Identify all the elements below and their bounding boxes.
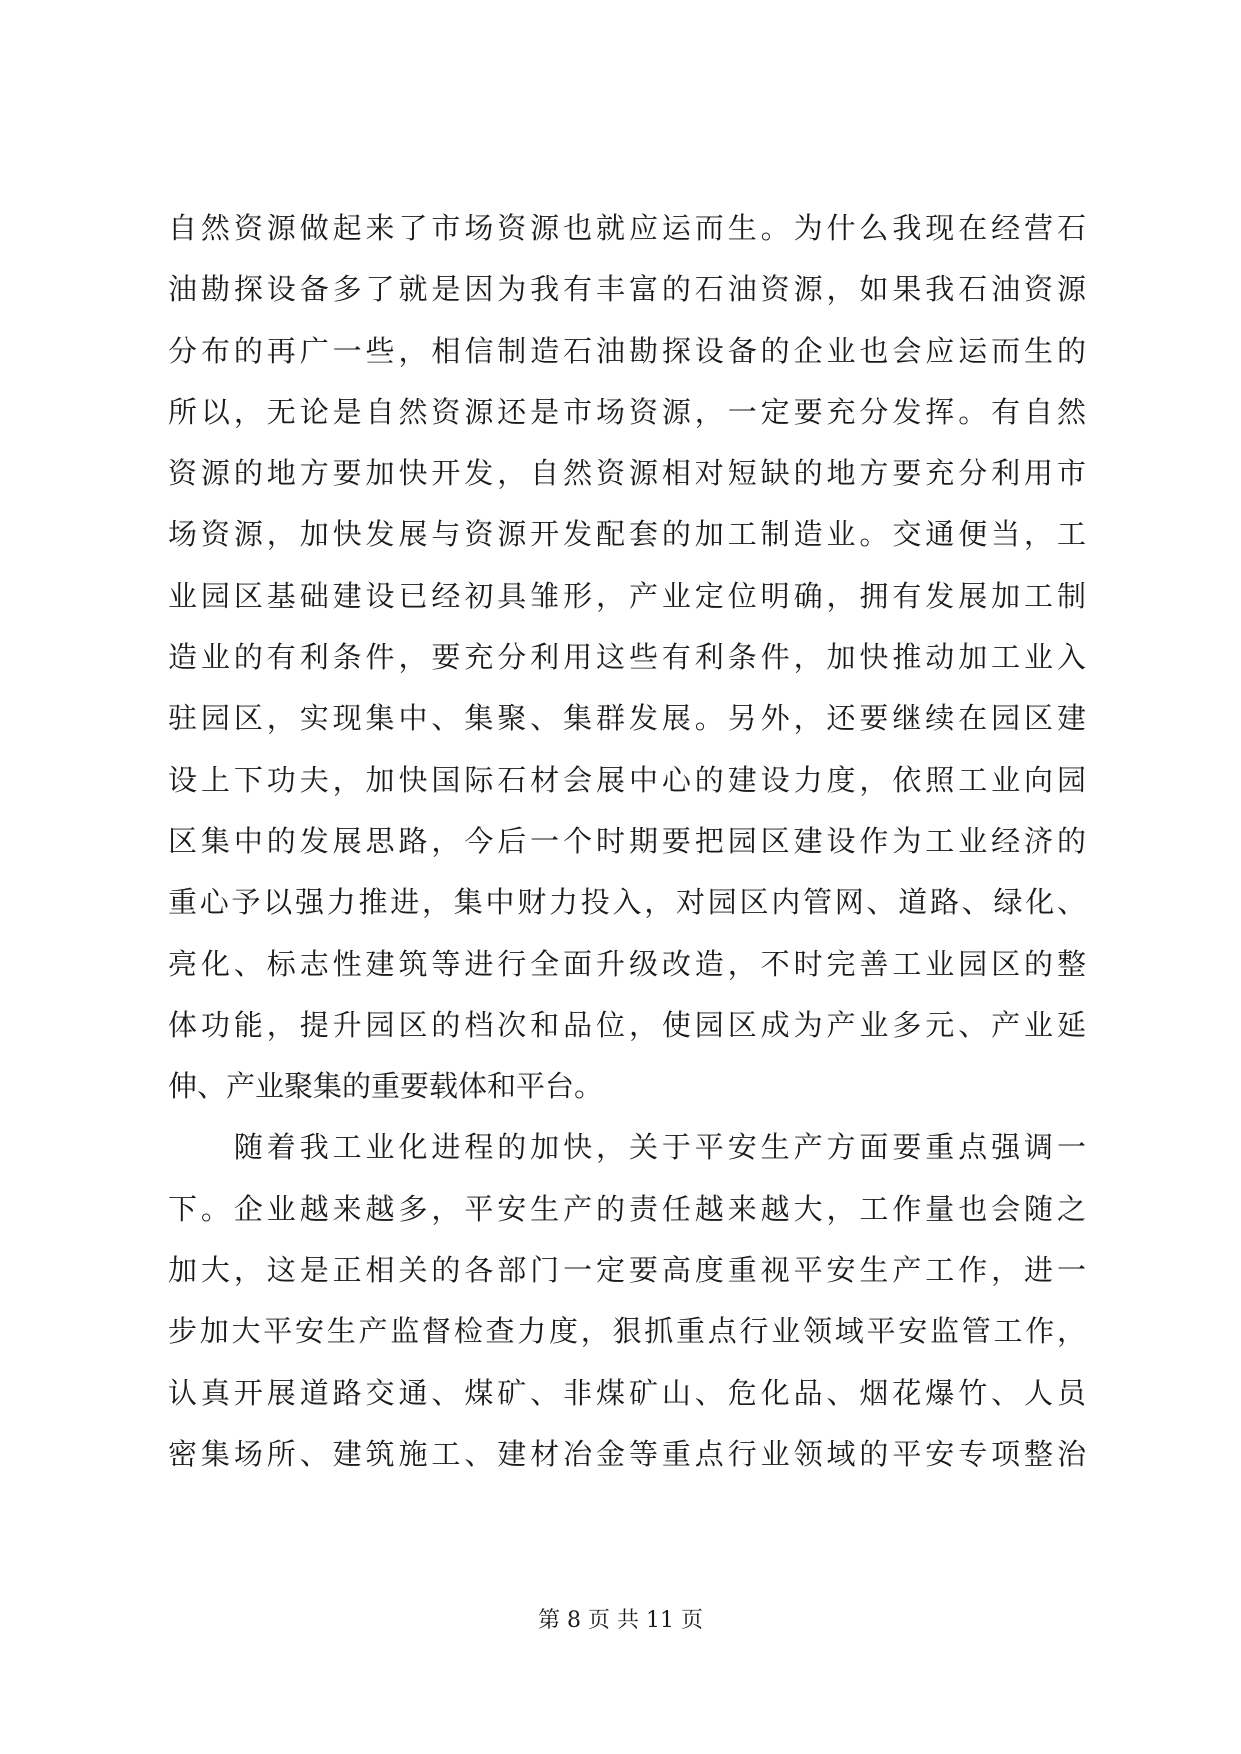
text-line: 驻园区，实现集中、集聚、集群发展。另外，还要继续在园区建 [168,701,1086,736]
text-line: 重心予以强力推进，集中财力投入，对园区内管网、道路、绿化、 [168,885,1086,920]
text-line: 造业的有利条件，要充分利用这些有利条件，加快推动加工业入 [168,640,1086,675]
text-line: 分布的再广一些，相信制造石油勘探设备的企业也会应运而生的 [168,333,1086,368]
text-line: 密集场所、建筑施工、建材冶金等重点行业领域的平安专项整治 [168,1436,1086,1471]
text-line: 所以，无论是自然资源还是市场资源，一定要充分发挥。有自然 [168,394,1086,429]
text-line: 下。企业越来越多，平安生产的责任越来越大，工作量也会随之 [168,1191,1086,1226]
page-number-footer: 第 8 页 共 11 页 [538,1608,703,1633]
text-line: 场资源，加快发展与资源开发配套的加工制造业。交通便当，工 [168,517,1086,552]
text-line: 认真开展道路交通、煤矿、非煤矿山、危化品、烟花爆竹、人员 [168,1375,1086,1410]
text-line: 亮化、标志性建筑等进行全面升级改造，不时完善工业园区的整 [168,946,1086,981]
text-line: 设上下功夫，加快国际石材会展中心的建设力度，依照工业向园 [168,762,1086,797]
text-line: 油勘探设备多了就是因为我有丰富的石油资源，如果我石油资源 [168,272,1086,307]
text-line: 随着我工业化进程的加快，关于平安生产方面要重点强调一 [168,1130,1086,1165]
text-line: 步加大平安生产监督检查力度，狠抓重点行业领域平安监管工作， [168,1314,1086,1349]
text-line: 区集中的发展思路，今后一个时期要把园区建设作为工业经济的 [168,823,1086,858]
text-line: 加大，这是正相关的各部门一定要高度重视平安生产工作，进一 [168,1253,1086,1288]
text-line: 体功能，提升园区的档次和品位，使园区成为产业多元、产业延 [168,1007,1086,1042]
body-text [168,198,1086,1485]
text-line: 伸、产业聚集的重要载体和平台。 [168,1069,604,1104]
text-line: 资源的地方要加快开发，自然资源相对短缺的地方要充分利用市 [168,456,1086,491]
text-line: 自然资源做起来了市场资源也就应运而生。为什么我现在经营石 [168,211,1086,245]
text-line: 业园区基础建设已经初具雏形，产业定位明确，拥有发展加工制 [168,578,1086,613]
